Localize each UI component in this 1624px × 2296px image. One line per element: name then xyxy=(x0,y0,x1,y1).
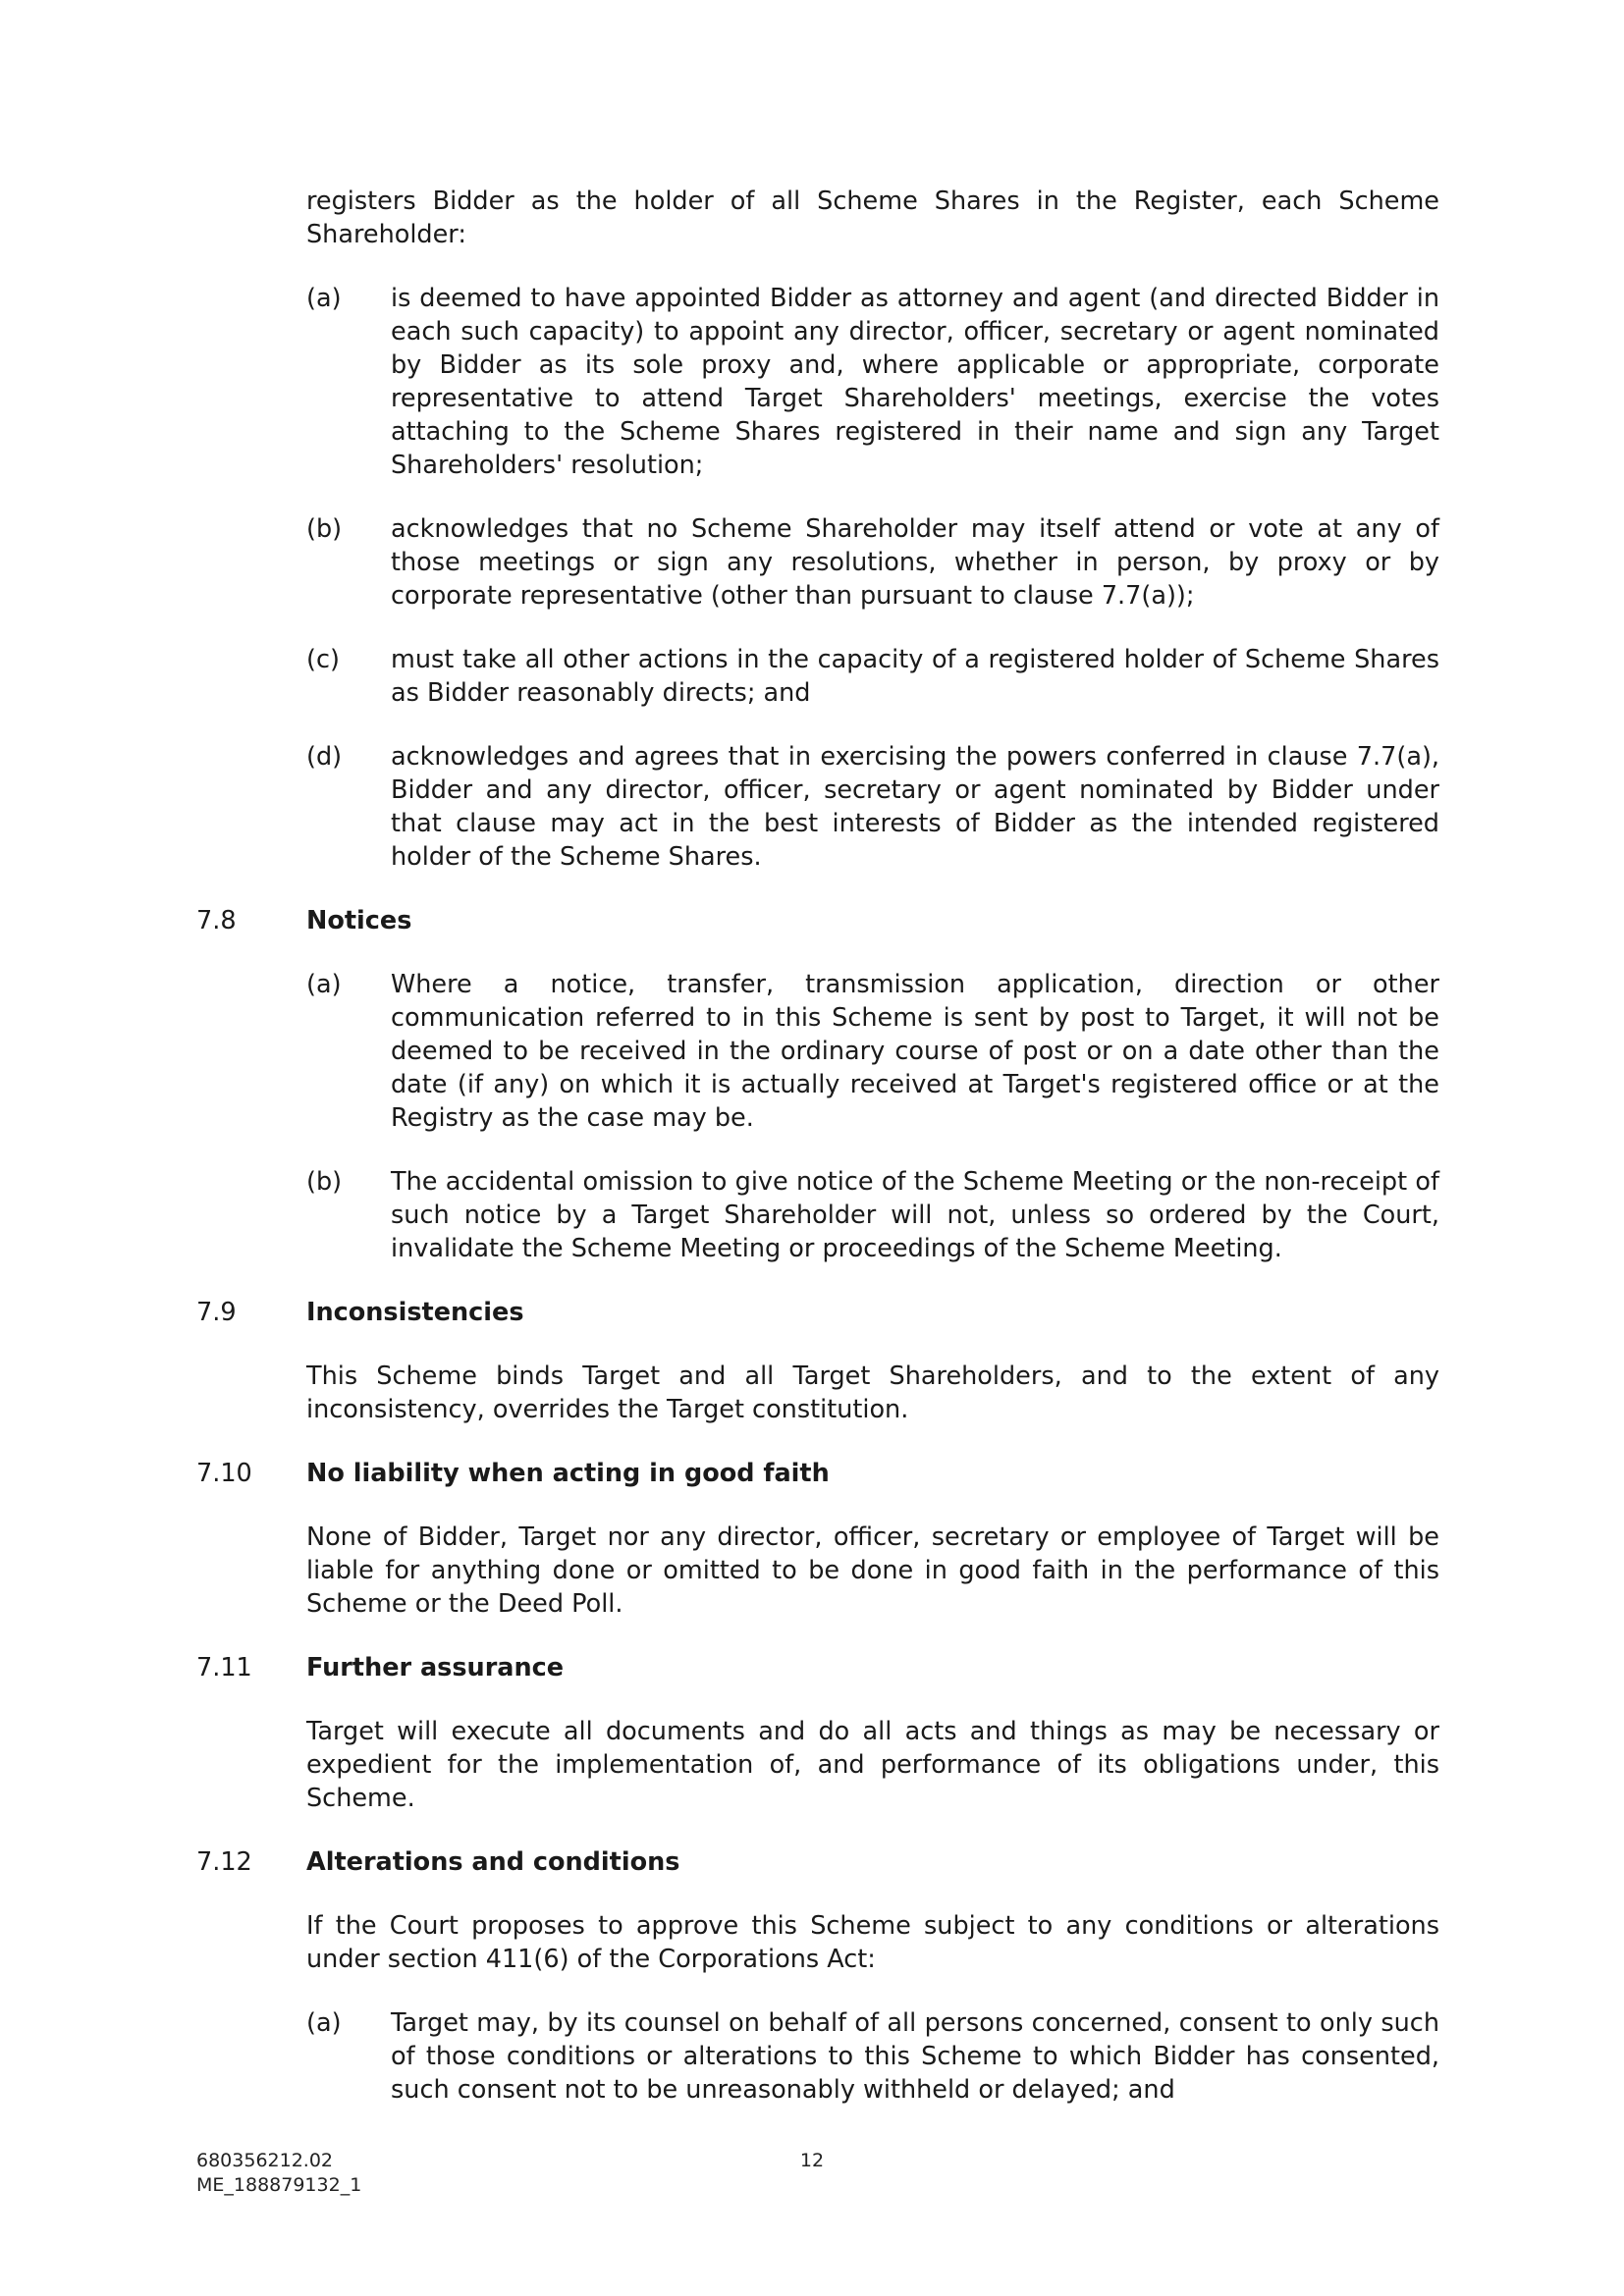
item-label: (a) xyxy=(306,970,342,999)
list-item-7-7-a xyxy=(306,282,1439,482)
list-item-7-12-a xyxy=(306,2006,1439,2107)
section-heading-7-8 xyxy=(196,904,1439,937)
item-label: (a) xyxy=(306,2008,342,2038)
list-item-7-7-c xyxy=(306,643,1439,710)
section-title: No liability when acting in good faith xyxy=(306,1459,830,1488)
section-heading-7-12 xyxy=(196,1845,1439,1879)
item-label: (a) xyxy=(306,284,342,313)
item-text: The accidental omission to give notice of the Scheme Meeting or the non-receipt of such notice by a Target Shareholder will not, unless so ordered by the Court, invalidate the Scheme Meeting or proceedings of the Scheme Meeting. xyxy=(391,1167,1439,1263)
section-heading-7-9 xyxy=(196,1296,1439,1329)
list-item-7-8-b xyxy=(306,1165,1439,1265)
footer-ref: ME_188879132_1 xyxy=(196,2174,362,2196)
section-heading-7-10 xyxy=(196,1457,1439,1490)
item-label: (d) xyxy=(306,742,343,772)
footer-doc-id: 680356212.02 xyxy=(196,2150,334,2171)
section-body-7-11: Target will execute all documents and do all acts and things as may be necessary or expedient for the implementation of, and performance of its obligations under, this Scheme. xyxy=(306,1717,1439,1813)
section-title: Inconsistencies xyxy=(306,1298,524,1327)
intro-paragraph: registers Bidder as the holder of all Scheme Shares in the Register, each Scheme Shareholder: xyxy=(306,187,1439,249)
page-content xyxy=(196,185,1439,2107)
item-text: is deemed to have appointed Bidder as attorney and agent (and directed Bidder in each such capacity) to appoint any director, officer, secretary or agent nominated by Bidder as its sole proxy and, where applicable or appropriate, corporate representative to attend Target Shareholders' meetings, exercise the votes attaching to the Scheme Shares registered in their name and sign any Target Shareholders' resolution; xyxy=(391,284,1439,480)
section-title: Further assurance xyxy=(306,1653,565,1682)
section-body-7-9: This Scheme binds Target and all Target Shareholders, and to the extent of any inconsistency, overrides the Target constitution. xyxy=(306,1362,1439,1424)
section-number: 7.12 xyxy=(196,1847,252,1877)
section-title: Alterations and conditions xyxy=(306,1847,680,1877)
item-label: (c) xyxy=(306,645,340,674)
section-heading-7-11 xyxy=(196,1651,1439,1684)
section-number: 7.9 xyxy=(196,1298,237,1327)
item-text: acknowledges that no Scheme Shareholder may itself attend or vote at any of those meetings or sign any resolutions, whether in person, by proxy or by corporate representative (other than pursuant to clause 7.7(a)); xyxy=(391,514,1439,611)
section-body-7-12: If the Court proposes to approve this Scheme subject to any conditions or alterations under section 411(6) of the Corporations Act: xyxy=(306,1911,1439,1974)
list-item-7-7-d xyxy=(306,740,1439,874)
item-label: (b) xyxy=(306,1167,343,1197)
page-number: 12 xyxy=(799,2150,825,2171)
section-number: 7.8 xyxy=(196,906,237,935)
item-text: must take all other actions in the capacity of a registered holder of Scheme Shares as Bidder reasonably directs; and xyxy=(391,645,1439,708)
item-text: acknowledges and agrees that in exercising the powers conferred in clause 7.7(a), Bidder and any director, officer, secretary or agent nominated by Bidder under that clause may act in the best interests of Bidder as the intended registered holder of the Scheme Shares. xyxy=(391,742,1439,872)
section-number: 7.11 xyxy=(196,1653,252,1682)
item-text: Target may, by its counsel on behalf of all persons concerned, consent to only such of those conditions or alterations to this Scheme to which Bidder has consented, such consent not to be unreasonably withheld or delayed; and xyxy=(391,2008,1439,2105)
item-text: Where a notice, transfer, transmission application, direction or other communication referred to in this Scheme is sent by post to Target, it will not be deemed to be received in the ordinary course of post or on a date other than the date (if any) on which it is actually received at Target's registered office or at the Registry as the case may be. xyxy=(391,970,1439,1133)
list-item-7-8-a xyxy=(306,968,1439,1135)
list-item-7-7-b xyxy=(306,512,1439,613)
section-number: 7.10 xyxy=(196,1459,252,1488)
section-title: Notices xyxy=(306,906,412,935)
item-label: (b) xyxy=(306,514,343,544)
section-body-7-10: None of Bidder, Target nor any director, officer, secretary or employee of Target will be liable for anything done or omitted to be done in good faith in the performance of this Scheme or the Deed Poll. xyxy=(306,1522,1439,1619)
